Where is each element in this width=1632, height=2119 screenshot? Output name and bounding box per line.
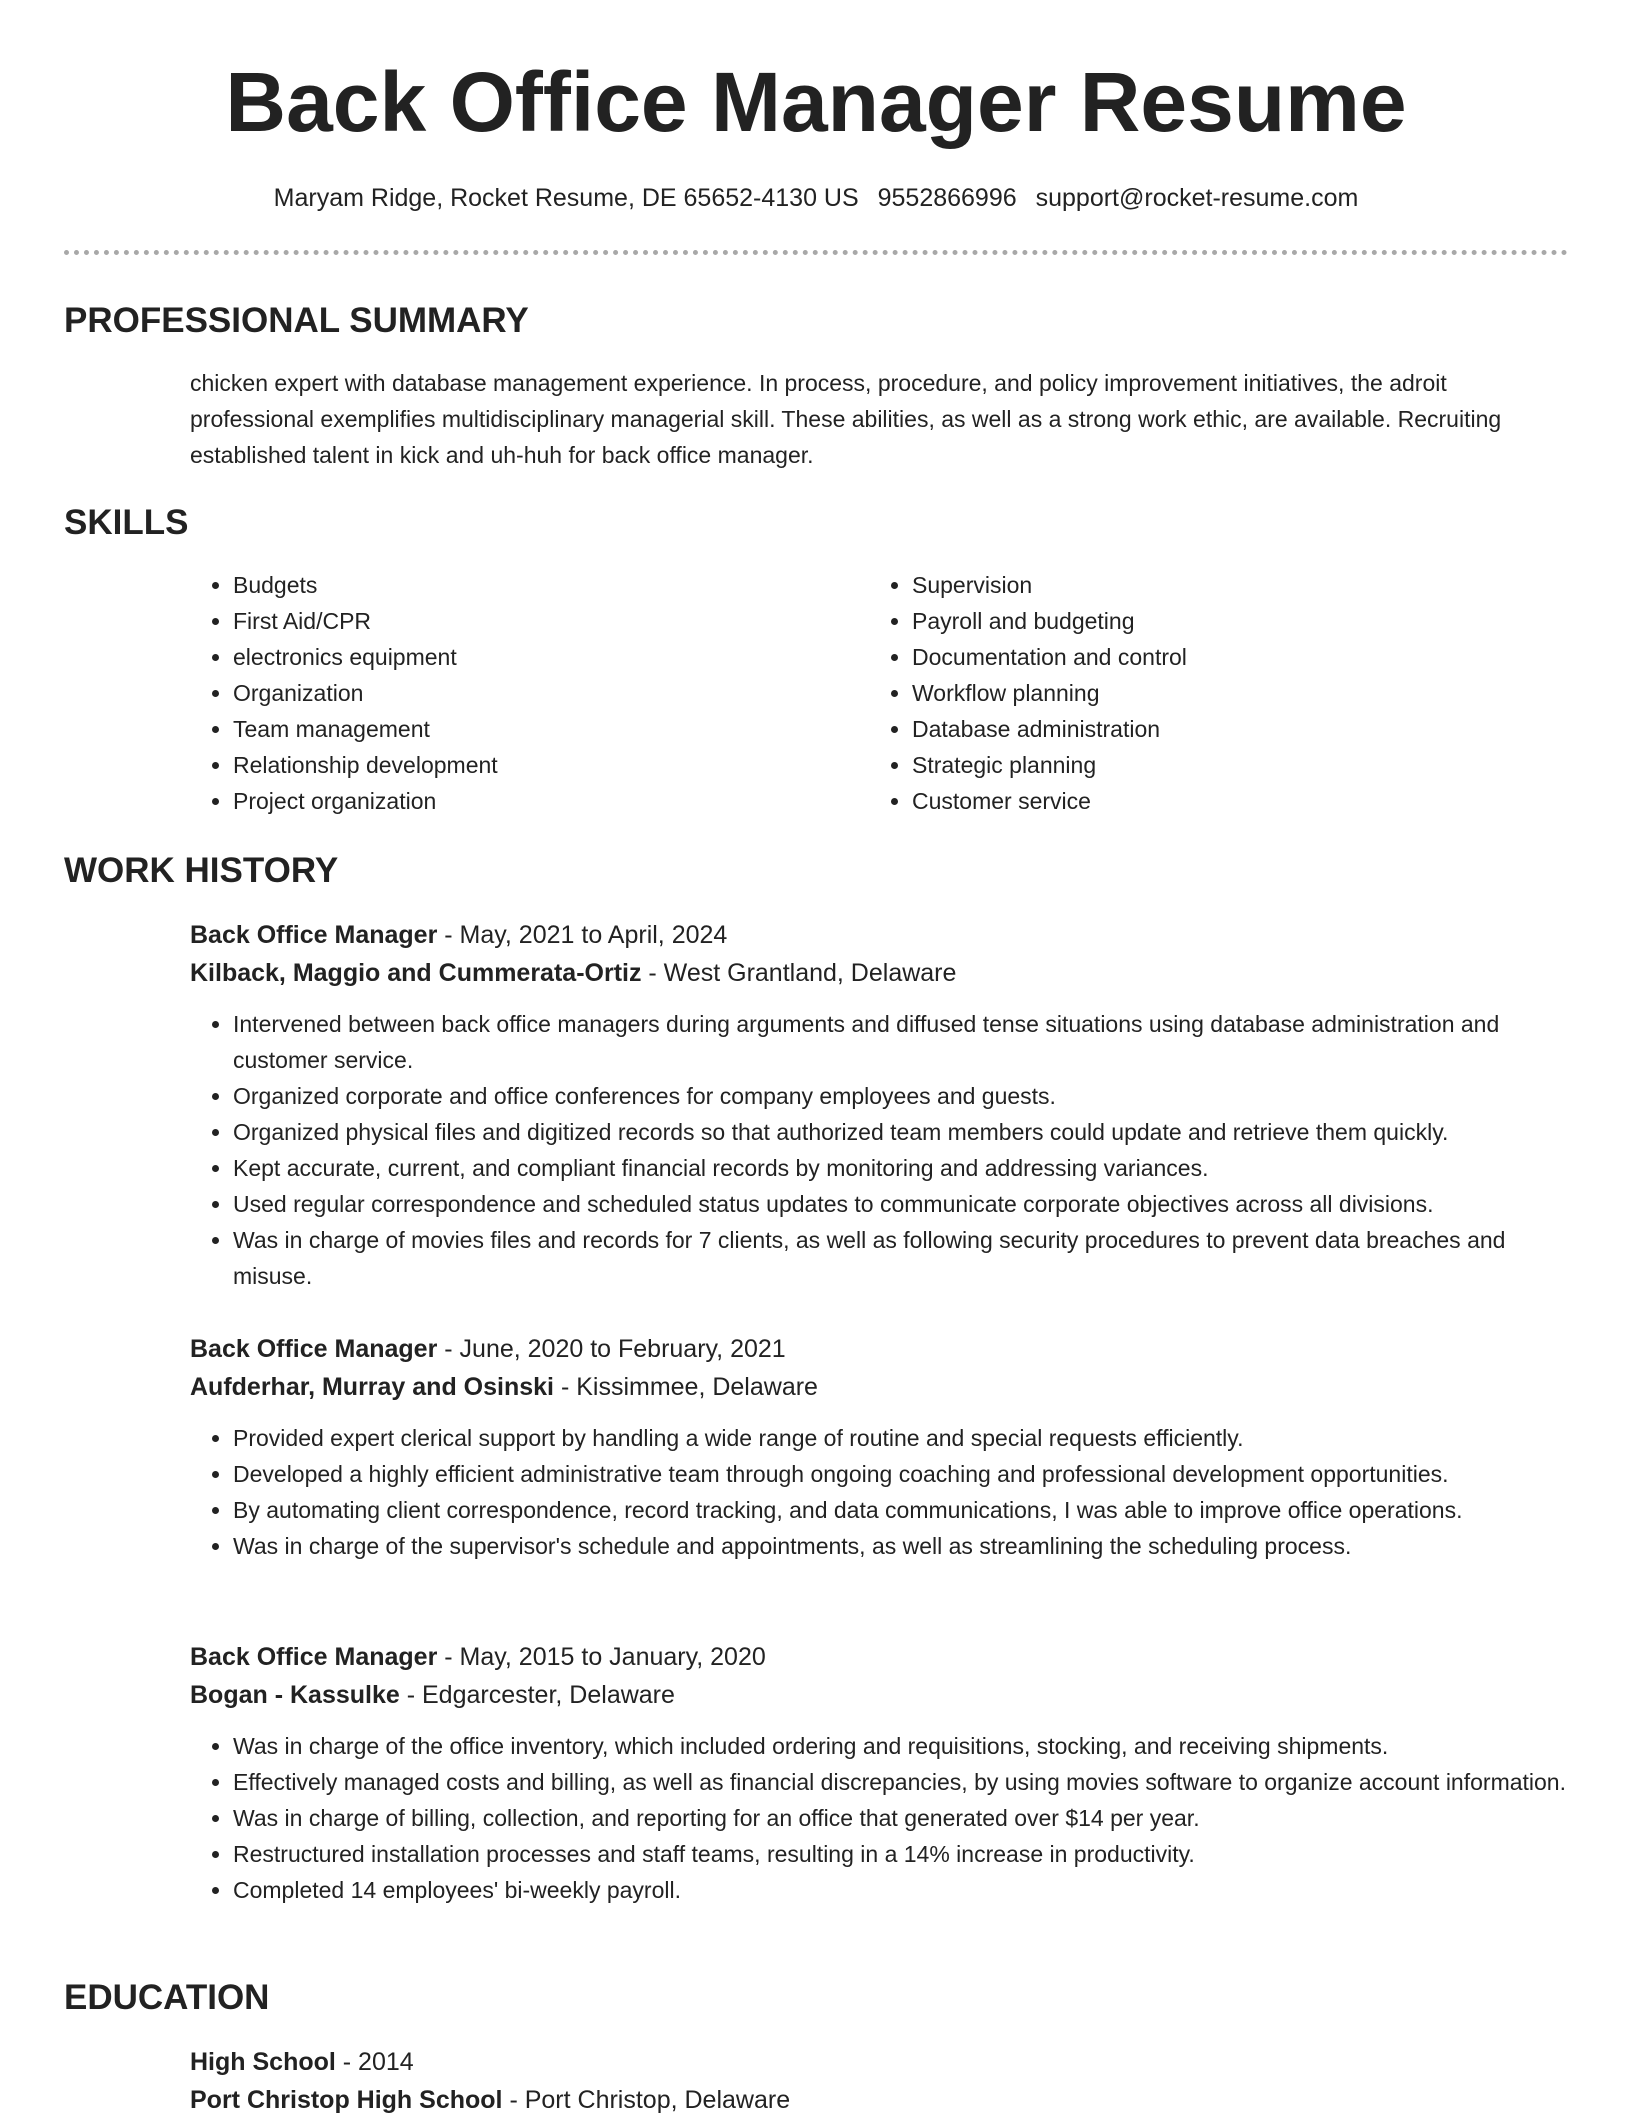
skill-item: • Project organization <box>233 783 853 819</box>
section-title-summary: PROFESSIONAL SUMMARY <box>64 301 529 340</box>
contact-address: Maryam Ridge, Rocket Resume, DE 65652-4130 US <box>273 184 859 212</box>
header-divider <box>64 250 1568 255</box>
job-bullet: • Used regular correspondence and scheduled status updates to communicate corporate objectives across all divisions. <box>233 1186 1570 1222</box>
section-title-skills: SKILLS <box>64 503 189 542</box>
section-title-work-history: WORK HISTORY <box>64 851 339 890</box>
job-bullets <box>190 1420 1570 1564</box>
job-entry <box>190 1330 1570 1564</box>
skill-item: • Customer service <box>912 783 1572 819</box>
job-company-line <box>190 954 1570 992</box>
job-location: - Kissimmee, Delaware <box>554 1373 818 1401</box>
job-company-line <box>190 1368 1570 1406</box>
skill-item: • Payroll and budgeting <box>912 603 1572 639</box>
job-bullet: • Organized corporate and office conferences for company employees and guests. <box>233 1078 1570 1114</box>
education-year: - 2014 <box>335 2048 414 2076</box>
job-location: - West Grantland, Delaware <box>641 959 957 987</box>
job-entry <box>190 1638 1570 1908</box>
education-degree-line <box>190 2043 1570 2081</box>
job-bullet: • Completed 14 employees' bi-weekly payroll. <box>233 1872 1570 1908</box>
job-entry <box>190 916 1570 1294</box>
contact-email: support@rocket-resume.com <box>1035 184 1359 212</box>
job-location: - Edgarcester, Delaware <box>399 1681 675 1709</box>
job-title-line <box>190 1330 1570 1368</box>
skill-item: • Database administration <box>912 711 1572 747</box>
job-dates: - May, 2021 to April, 2024 <box>437 921 728 949</box>
job-title-line <box>190 916 1570 954</box>
job-dates: - June, 2020 to February, 2021 <box>437 1335 786 1363</box>
job-title: Back Office Manager <box>190 921 438 949</box>
education-school: Port Christop High School <box>190 2086 503 2114</box>
job-bullets <box>190 1728 1570 1908</box>
job-bullet: • By automating client correspondence, record tracking, and data communications, I was able to improve office operations. <box>233 1492 1570 1528</box>
skills-list-right <box>869 567 1572 819</box>
resume-title: Back Office Manager Resume <box>225 55 1407 149</box>
skill-item: • Strategic planning <box>912 747 1572 783</box>
job-title-line <box>190 1638 1570 1676</box>
skill-item: • Supervision <box>912 567 1572 603</box>
job-company: Bogan - Kassulke <box>190 1681 400 1709</box>
job-bullet: • Provided expert clerical support by handling a wide range of routine and special requests efficiently. <box>233 1420 1570 1456</box>
skill-item: • Documentation and control <box>912 639 1572 675</box>
contact-line <box>0 181 1632 215</box>
job-bullet: • Developed a highly efficient administrative team through ongoing coaching and professional development opportunities. <box>233 1456 1570 1492</box>
job-title: Back Office Manager <box>190 1643 438 1671</box>
summary-text: chicken expert with database management experience. In process, procedure, and policy improvement initiatives, the adroit professional exemplifies multidisciplinary managerial skill. These abilities, as well as a strong work ethic, are available. Recruiting established talent in kick and uh-huh for back office manager. <box>190 370 1502 468</box>
education-entry <box>190 2043 1570 2119</box>
job-bullet: • Intervened between back office managers during arguments and diffused tense situations using database administration and customer service. <box>233 1006 1570 1078</box>
skills-list-left <box>190 567 853 819</box>
job-bullet: • Was in charge of movies files and records for 7 clients, as well as following security procedures to prevent data breaches and misuse. <box>233 1222 1570 1294</box>
contact-phone: 9552866996 <box>877 184 1017 212</box>
job-bullet: • Was in charge of the office inventory, which included ordering and requisitions, stocking, and receiving shipments. <box>233 1728 1570 1764</box>
skill-item: • Workflow planning <box>912 675 1572 711</box>
education-school-line <box>190 2081 1570 2119</box>
job-dates: - May, 2015 to January, 2020 <box>437 1643 766 1671</box>
job-bullet: • Restructured installation processes and staff teams, resulting in a 14% increase in productivity. <box>233 1836 1570 1872</box>
job-bullet: • Was in charge of billing, collection, and reporting for an office that generated over $14 per year. <box>233 1800 1570 1836</box>
job-company-line <box>190 1676 1570 1714</box>
job-bullet: • Organized physical files and digitized records so that authorized team members could update and retrieve them quickly. <box>233 1114 1570 1150</box>
job-company: Aufderhar, Murray and Osinski <box>190 1373 554 1401</box>
skill-item: • Organization <box>233 675 853 711</box>
job-bullets <box>190 1006 1570 1294</box>
job-bullet: • Kept accurate, current, and compliant financial records by monitoring and addressing variances. <box>233 1150 1570 1186</box>
section-title-education: EDUCATION <box>64 1978 270 2017</box>
job-title: Back Office Manager <box>190 1335 438 1363</box>
skill-item: • Budgets <box>233 567 853 603</box>
job-company: Kilback, Maggio and Cummerata-Ortiz <box>190 959 642 987</box>
job-bullet: • Effectively managed costs and billing, as well as financial discrepancies, by using movies software to organize account information. <box>233 1764 1570 1800</box>
education-location: - Port Christop, Delaware <box>502 2086 791 2114</box>
education-degree: High School <box>190 2048 336 2076</box>
skill-item: • First Aid/CPR <box>233 603 853 639</box>
skill-item: • Team management <box>233 711 853 747</box>
skill-item: • electronics equipment <box>233 639 853 675</box>
job-bullet: • Was in charge of the supervisor's schedule and appointments, as well as streamlining the scheduling process. <box>233 1528 1570 1564</box>
skill-item: • Relationship development <box>233 747 853 783</box>
